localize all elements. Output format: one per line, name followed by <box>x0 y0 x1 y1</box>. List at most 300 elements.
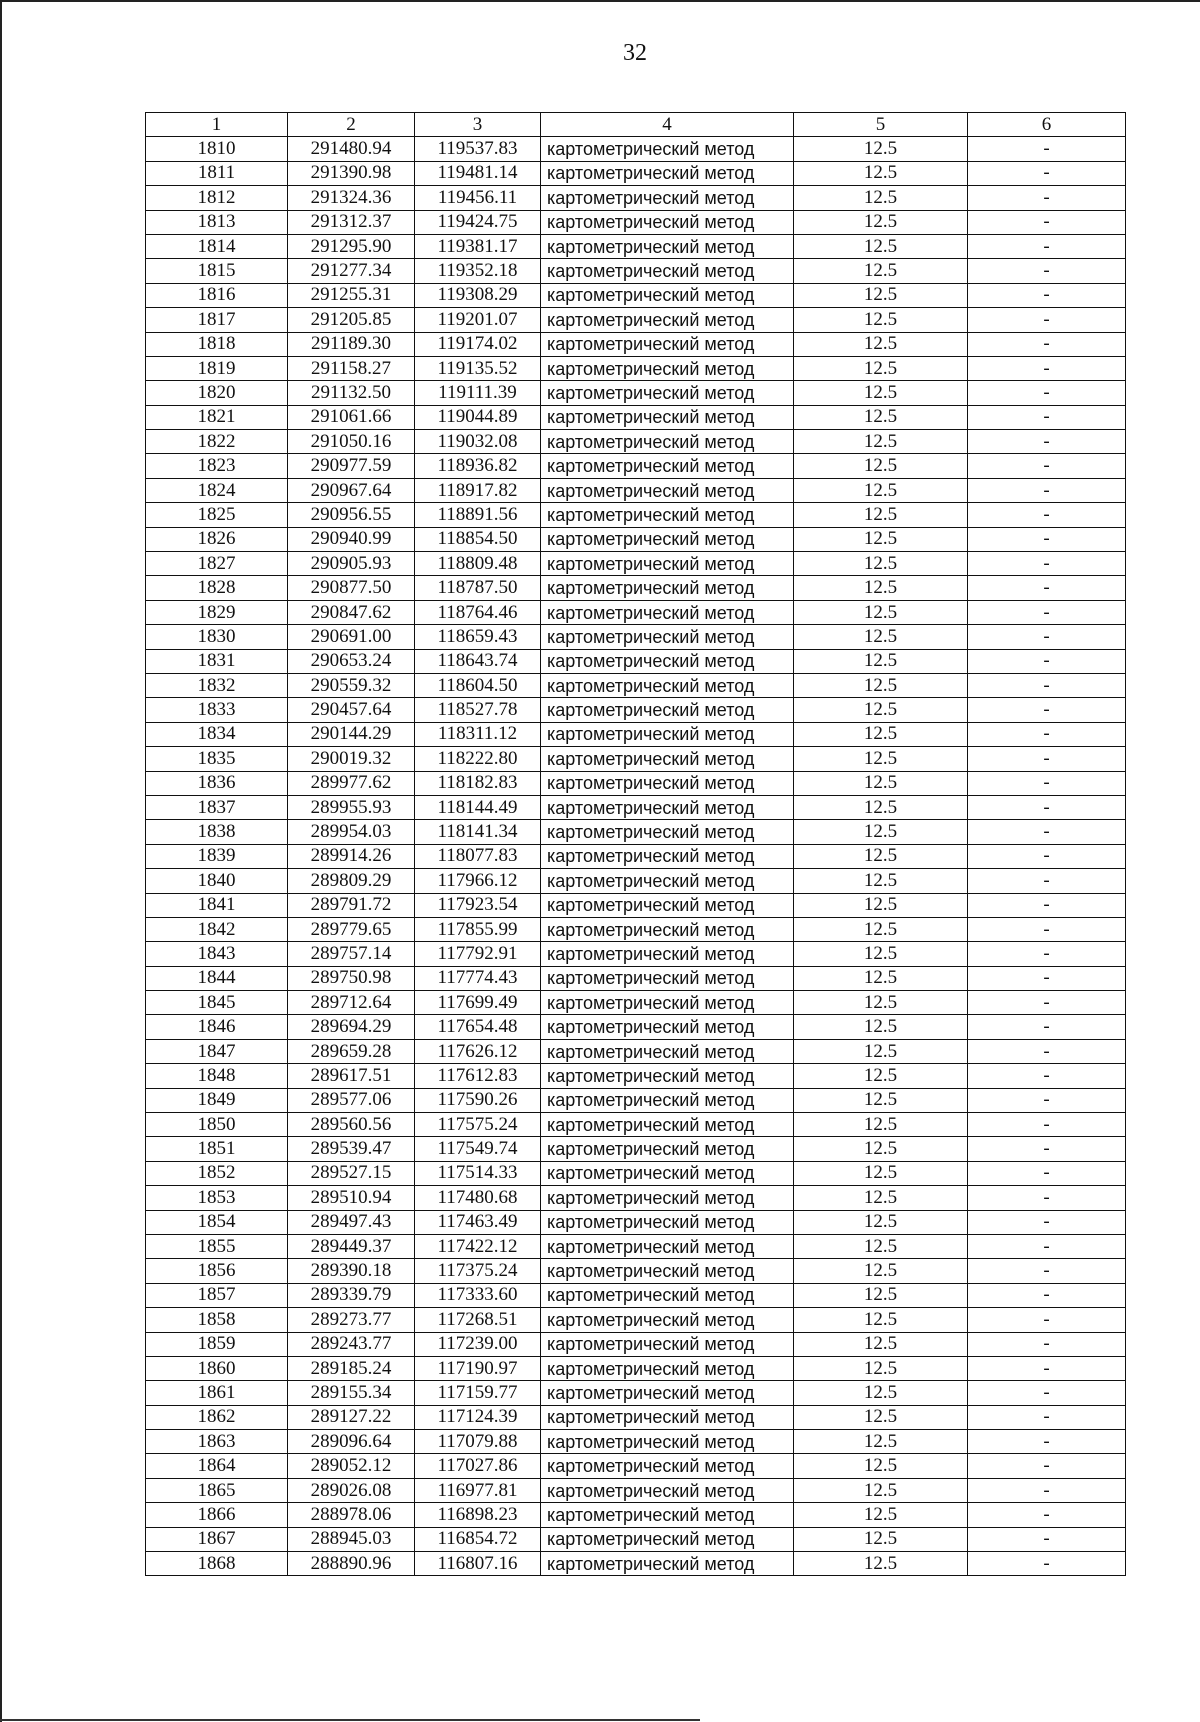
x-coordinate-cell: 289577.06 <box>288 1088 415 1112</box>
point-number-cell: 1860 <box>146 1356 288 1380</box>
note-cell: - <box>968 161 1126 185</box>
y-coordinate-cell: 117626.12 <box>415 1039 541 1063</box>
point-number-cell: 1863 <box>146 1430 288 1454</box>
method-cell: картометрический метод <box>541 649 794 673</box>
y-coordinate-cell: 117654.48 <box>415 1015 541 1039</box>
x-coordinate-cell: 289390.18 <box>288 1259 415 1283</box>
accuracy-cell: 12.5 <box>794 283 968 307</box>
note-cell: - <box>968 1527 1126 1551</box>
y-coordinate-cell: 118222.80 <box>415 747 541 771</box>
accuracy-cell: 12.5 <box>794 1454 968 1478</box>
point-number-cell: 1817 <box>146 308 288 332</box>
table-row <box>146 1015 1126 1039</box>
table-row <box>146 1332 1126 1356</box>
y-coordinate-cell: 118891.56 <box>415 503 541 527</box>
y-coordinate-cell: 119174.02 <box>415 332 541 356</box>
accuracy-cell: 12.5 <box>794 747 968 771</box>
table-row <box>146 478 1126 502</box>
note-cell: - <box>968 356 1126 380</box>
method-cell: картометрический метод <box>541 869 794 893</box>
x-coordinate-cell: 289955.93 <box>288 795 415 819</box>
note-cell: - <box>968 1039 1126 1063</box>
method-cell: картометрический метод <box>541 1210 794 1234</box>
method-cell: картометрический метод <box>541 1478 794 1502</box>
accuracy-cell: 12.5 <box>794 722 968 746</box>
y-coordinate-cell: 118604.50 <box>415 673 541 697</box>
point-number-cell: 1821 <box>146 405 288 429</box>
table-row <box>146 1503 1126 1527</box>
y-coordinate-cell: 117124.39 <box>415 1405 541 1429</box>
point-number-cell: 1868 <box>146 1552 288 1576</box>
accuracy-cell: 12.5 <box>794 1088 968 1112</box>
y-coordinate-cell: 116807.16 <box>415 1552 541 1576</box>
y-coordinate-cell: 119032.08 <box>415 430 541 454</box>
y-coordinate-cell: 118787.50 <box>415 576 541 600</box>
point-number-cell: 1828 <box>146 576 288 600</box>
x-coordinate-cell: 291277.34 <box>288 259 415 283</box>
y-coordinate-cell: 118141.34 <box>415 820 541 844</box>
note-cell: - <box>968 673 1126 697</box>
point-number-cell: 1848 <box>146 1064 288 1088</box>
y-coordinate-cell: 119456.11 <box>415 186 541 210</box>
x-coordinate-cell: 291050.16 <box>288 430 415 454</box>
point-number-cell: 1864 <box>146 1454 288 1478</box>
note-cell: - <box>968 1015 1126 1039</box>
y-coordinate-cell: 117480.68 <box>415 1186 541 1210</box>
y-coordinate-cell: 118659.43 <box>415 625 541 649</box>
table-row <box>146 893 1126 917</box>
accuracy-cell: 12.5 <box>794 1234 968 1258</box>
method-cell: картометрический метод <box>541 552 794 576</box>
x-coordinate-cell: 289617.51 <box>288 1064 415 1088</box>
table-row <box>146 186 1126 210</box>
accuracy-cell: 12.5 <box>794 1161 968 1185</box>
note-cell: - <box>968 1210 1126 1234</box>
point-number-cell: 1838 <box>146 820 288 844</box>
table-row <box>146 1478 1126 1502</box>
point-number-cell: 1814 <box>146 234 288 258</box>
x-coordinate-cell: 289954.03 <box>288 820 415 844</box>
y-coordinate-cell: 118917.82 <box>415 478 541 502</box>
x-coordinate-cell: 288978.06 <box>288 1503 415 1527</box>
y-coordinate-cell: 119111.39 <box>415 381 541 405</box>
table-row <box>146 1356 1126 1380</box>
method-cell: картометрический метод <box>541 332 794 356</box>
y-coordinate-cell: 117966.12 <box>415 869 541 893</box>
point-number-cell: 1839 <box>146 844 288 868</box>
y-coordinate-cell: 117612.83 <box>415 1064 541 1088</box>
point-number-cell: 1835 <box>146 747 288 771</box>
accuracy-cell: 12.5 <box>794 1064 968 1088</box>
table-row <box>146 1113 1126 1137</box>
x-coordinate-cell: 289497.43 <box>288 1210 415 1234</box>
point-number-cell: 1836 <box>146 771 288 795</box>
table-row <box>146 1210 1126 1234</box>
method-cell: картометрический метод <box>541 1552 794 1576</box>
accuracy-cell: 12.5 <box>794 210 968 234</box>
method-cell: картометрический метод <box>541 673 794 697</box>
accuracy-cell: 12.5 <box>794 1186 968 1210</box>
table-row <box>146 527 1126 551</box>
point-number-cell: 1852 <box>146 1161 288 1185</box>
y-coordinate-cell: 119537.83 <box>415 137 541 161</box>
table-row <box>146 820 1126 844</box>
table-row <box>146 1405 1126 1429</box>
x-coordinate-cell: 289712.64 <box>288 991 415 1015</box>
table-row <box>146 1283 1126 1307</box>
point-number-cell: 1834 <box>146 722 288 746</box>
x-coordinate-cell: 291255.31 <box>288 283 415 307</box>
note-cell: - <box>968 1454 1126 1478</box>
note-cell: - <box>968 747 1126 771</box>
note-cell: - <box>968 1381 1126 1405</box>
coordinates-table <box>145 112 1126 1576</box>
y-coordinate-cell: 119135.52 <box>415 356 541 380</box>
table-row <box>146 747 1126 771</box>
point-number-cell: 1812 <box>146 186 288 210</box>
method-cell: картометрический метод <box>541 430 794 454</box>
method-cell: картометрический метод <box>541 259 794 283</box>
note-cell: - <box>968 1161 1126 1185</box>
point-number-cell: 1859 <box>146 1332 288 1356</box>
y-coordinate-cell: 117463.49 <box>415 1210 541 1234</box>
x-coordinate-cell: 289185.24 <box>288 1356 415 1380</box>
x-coordinate-cell: 290956.55 <box>288 503 415 527</box>
table-row <box>146 1234 1126 1258</box>
point-number-cell: 1829 <box>146 600 288 624</box>
x-coordinate-cell: 289449.37 <box>288 1234 415 1258</box>
column-header: 5 <box>794 113 968 137</box>
method-cell: картометрический метод <box>541 1234 794 1258</box>
note-cell: - <box>968 1503 1126 1527</box>
note-cell: - <box>968 795 1126 819</box>
accuracy-cell: 12.5 <box>794 381 968 405</box>
y-coordinate-cell: 118077.83 <box>415 844 541 868</box>
x-coordinate-cell: 289510.94 <box>288 1186 415 1210</box>
accuracy-cell: 12.5 <box>794 1405 968 1429</box>
note-cell: - <box>968 527 1126 551</box>
table-row <box>146 210 1126 234</box>
y-coordinate-cell: 118182.83 <box>415 771 541 795</box>
page-border-left <box>0 0 2 1722</box>
point-number-cell: 1867 <box>146 1527 288 1551</box>
note-cell: - <box>968 454 1126 478</box>
point-number-cell: 1847 <box>146 1039 288 1063</box>
x-coordinate-cell: 289560.56 <box>288 1113 415 1137</box>
note-cell: - <box>968 625 1126 649</box>
y-coordinate-cell: 117268.51 <box>415 1308 541 1332</box>
y-coordinate-cell: 119308.29 <box>415 283 541 307</box>
point-number-cell: 1858 <box>146 1308 288 1332</box>
table-row <box>146 1064 1126 1088</box>
table-row <box>146 161 1126 185</box>
note-cell: - <box>968 649 1126 673</box>
y-coordinate-cell: 117549.74 <box>415 1137 541 1161</box>
table-row <box>146 576 1126 600</box>
method-cell: картометрический метод <box>541 137 794 161</box>
column-header: 4 <box>541 113 794 137</box>
note-cell: - <box>968 1430 1126 1454</box>
method-cell: картометрический метод <box>541 1405 794 1429</box>
method-cell: картометрический метод <box>541 1332 794 1356</box>
accuracy-cell: 12.5 <box>794 1039 968 1063</box>
note-cell: - <box>968 1308 1126 1332</box>
y-coordinate-cell: 117590.26 <box>415 1088 541 1112</box>
table-row <box>146 1088 1126 1112</box>
point-number-cell: 1837 <box>146 795 288 819</box>
x-coordinate-cell: 291312.37 <box>288 210 415 234</box>
accuracy-cell: 12.5 <box>794 869 968 893</box>
x-coordinate-cell: 289096.64 <box>288 1430 415 1454</box>
x-coordinate-cell: 289339.79 <box>288 1283 415 1307</box>
note-cell: - <box>968 1552 1126 1576</box>
table-row <box>146 869 1126 893</box>
accuracy-cell: 12.5 <box>794 844 968 868</box>
table-row <box>146 942 1126 966</box>
table-row <box>146 1137 1126 1161</box>
x-coordinate-cell: 291158.27 <box>288 356 415 380</box>
point-number-cell: 1856 <box>146 1259 288 1283</box>
method-cell: картометрический метод <box>541 771 794 795</box>
note-cell: - <box>968 1088 1126 1112</box>
table-row <box>146 430 1126 454</box>
note-cell: - <box>968 1356 1126 1380</box>
point-number-cell: 1854 <box>146 1210 288 1234</box>
method-cell: картометрический метод <box>541 698 794 722</box>
y-coordinate-cell: 117855.99 <box>415 917 541 941</box>
point-number-cell: 1832 <box>146 673 288 697</box>
accuracy-cell: 12.5 <box>794 503 968 527</box>
table-row <box>146 1259 1126 1283</box>
x-coordinate-cell: 289273.77 <box>288 1308 415 1332</box>
method-cell: картометрический метод <box>541 478 794 502</box>
method-cell: картометрический метод <box>541 1503 794 1527</box>
y-coordinate-cell: 118643.74 <box>415 649 541 673</box>
y-coordinate-cell: 117514.33 <box>415 1161 541 1185</box>
method-cell: картометрический метод <box>541 747 794 771</box>
table-row <box>146 722 1126 746</box>
x-coordinate-cell: 289052.12 <box>288 1454 415 1478</box>
accuracy-cell: 12.5 <box>794 259 968 283</box>
table-row <box>146 1308 1126 1332</box>
accuracy-cell: 12.5 <box>794 917 968 941</box>
x-coordinate-cell: 290144.29 <box>288 722 415 746</box>
x-coordinate-cell: 289791.72 <box>288 893 415 917</box>
note-cell: - <box>968 186 1126 210</box>
method-cell: картометрический метод <box>541 405 794 429</box>
table-row <box>146 991 1126 1015</box>
accuracy-cell: 12.5 <box>794 137 968 161</box>
method-cell: картометрический метод <box>541 1161 794 1185</box>
table-row <box>146 308 1126 332</box>
x-coordinate-cell: 289527.15 <box>288 1161 415 1185</box>
x-coordinate-cell: 291189.30 <box>288 332 415 356</box>
table-row <box>146 600 1126 624</box>
y-coordinate-cell: 117923.54 <box>415 893 541 917</box>
note-cell: - <box>968 966 1126 990</box>
x-coordinate-cell: 291390.98 <box>288 161 415 185</box>
point-number-cell: 1831 <box>146 649 288 673</box>
point-number-cell: 1827 <box>146 552 288 576</box>
accuracy-cell: 12.5 <box>794 1381 968 1405</box>
y-coordinate-cell: 117079.88 <box>415 1430 541 1454</box>
accuracy-cell: 12.5 <box>794 1308 968 1332</box>
method-cell: картометрический метод <box>541 1186 794 1210</box>
column-header: 6 <box>968 113 1126 137</box>
method-cell: картометрический метод <box>541 1283 794 1307</box>
method-cell: картометрический метод <box>541 600 794 624</box>
y-coordinate-cell: 118144.49 <box>415 795 541 819</box>
x-coordinate-cell: 290653.24 <box>288 649 415 673</box>
point-number-cell: 1845 <box>146 991 288 1015</box>
note-cell: - <box>968 844 1126 868</box>
y-coordinate-cell: 117575.24 <box>415 1113 541 1137</box>
point-number-cell: 1815 <box>146 259 288 283</box>
point-number-cell: 1850 <box>146 1113 288 1137</box>
table-row <box>146 1381 1126 1405</box>
table-row <box>146 503 1126 527</box>
accuracy-cell: 12.5 <box>794 1137 968 1161</box>
point-number-cell: 1851 <box>146 1137 288 1161</box>
table-row <box>146 698 1126 722</box>
point-number-cell: 1866 <box>146 1503 288 1527</box>
method-cell: картометрический метод <box>541 844 794 868</box>
table-row <box>146 673 1126 697</box>
note-cell: - <box>968 283 1126 307</box>
table-row <box>146 1186 1126 1210</box>
accuracy-cell: 12.5 <box>794 552 968 576</box>
point-number-cell: 1865 <box>146 1478 288 1502</box>
point-number-cell: 1862 <box>146 1405 288 1429</box>
method-cell: картометрический метод <box>541 381 794 405</box>
method-cell: картометрический метод <box>541 966 794 990</box>
table-row <box>146 552 1126 576</box>
method-cell: картометрический метод <box>541 186 794 210</box>
accuracy-cell: 12.5 <box>794 698 968 722</box>
method-cell: картометрический метод <box>541 1137 794 1161</box>
point-number-cell: 1811 <box>146 161 288 185</box>
point-number-cell: 1843 <box>146 942 288 966</box>
method-cell: картометрический метод <box>541 1308 794 1332</box>
point-number-cell: 1822 <box>146 430 288 454</box>
note-cell: - <box>968 1234 1126 1258</box>
x-coordinate-cell: 289155.34 <box>288 1381 415 1405</box>
accuracy-cell: 12.5 <box>794 1503 968 1527</box>
method-cell: картометрический метод <box>541 356 794 380</box>
y-coordinate-cell: 118764.46 <box>415 600 541 624</box>
note-cell: - <box>968 478 1126 502</box>
method-cell: картометрический метод <box>541 1527 794 1551</box>
point-number-cell: 1842 <box>146 917 288 941</box>
y-coordinate-cell: 117774.43 <box>415 966 541 990</box>
table-body <box>146 137 1126 1576</box>
table-row <box>146 1430 1126 1454</box>
method-cell: картометрический метод <box>541 1430 794 1454</box>
point-number-cell: 1855 <box>146 1234 288 1258</box>
point-number-cell: 1846 <box>146 1015 288 1039</box>
accuracy-cell: 12.5 <box>794 795 968 819</box>
method-cell: картометрический метод <box>541 795 794 819</box>
y-coordinate-cell: 118311.12 <box>415 722 541 746</box>
table-row <box>146 1552 1126 1576</box>
y-coordinate-cell: 117239.00 <box>415 1332 541 1356</box>
point-number-cell: 1849 <box>146 1088 288 1112</box>
point-number-cell: 1830 <box>146 625 288 649</box>
x-coordinate-cell: 290940.99 <box>288 527 415 551</box>
method-cell: картометрический метод <box>541 576 794 600</box>
accuracy-cell: 12.5 <box>794 1259 968 1283</box>
note-cell: - <box>968 308 1126 332</box>
point-number-cell: 1826 <box>146 527 288 551</box>
table-row <box>146 356 1126 380</box>
x-coordinate-cell: 290691.00 <box>288 625 415 649</box>
note-cell: - <box>968 576 1126 600</box>
note-cell: - <box>968 503 1126 527</box>
y-coordinate-cell: 118809.48 <box>415 552 541 576</box>
note-cell: - <box>968 405 1126 429</box>
table-row <box>146 1039 1126 1063</box>
point-number-cell: 1819 <box>146 356 288 380</box>
accuracy-cell: 12.5 <box>794 161 968 185</box>
table-row <box>146 137 1126 161</box>
table-row <box>146 1454 1126 1478</box>
accuracy-cell: 12.5 <box>794 820 968 844</box>
accuracy-cell: 12.5 <box>794 1283 968 1307</box>
note-cell: - <box>968 600 1126 624</box>
y-coordinate-cell: 116977.81 <box>415 1478 541 1502</box>
accuracy-cell: 12.5 <box>794 1527 968 1551</box>
method-cell: картометрический метод <box>541 893 794 917</box>
method-cell: картометрический метод <box>541 234 794 258</box>
table-row <box>146 405 1126 429</box>
accuracy-cell: 12.5 <box>794 576 968 600</box>
accuracy-cell: 12.5 <box>794 1113 968 1137</box>
accuracy-cell: 12.5 <box>794 1332 968 1356</box>
table-row <box>146 454 1126 478</box>
point-number-cell: 1823 <box>146 454 288 478</box>
accuracy-cell: 12.5 <box>794 234 968 258</box>
accuracy-cell: 12.5 <box>794 527 968 551</box>
y-coordinate-cell: 117190.97 <box>415 1356 541 1380</box>
note-cell: - <box>968 942 1126 966</box>
accuracy-cell: 12.5 <box>794 942 968 966</box>
accuracy-cell: 12.5 <box>794 186 968 210</box>
accuracy-cell: 12.5 <box>794 308 968 332</box>
method-cell: картометрический метод <box>541 991 794 1015</box>
note-cell: - <box>968 869 1126 893</box>
x-coordinate-cell: 291132.50 <box>288 381 415 405</box>
y-coordinate-cell: 117027.86 <box>415 1454 541 1478</box>
method-cell: картометрический метод <box>541 1113 794 1137</box>
x-coordinate-cell: 289757.14 <box>288 942 415 966</box>
accuracy-cell: 12.5 <box>794 600 968 624</box>
x-coordinate-cell: 290457.64 <box>288 698 415 722</box>
method-cell: картометрический метод <box>541 161 794 185</box>
note-cell: - <box>968 991 1126 1015</box>
method-cell: картометрический метод <box>541 210 794 234</box>
y-coordinate-cell: 116854.72 <box>415 1527 541 1551</box>
method-cell: картометрический метод <box>541 1064 794 1088</box>
table-row <box>146 1161 1126 1185</box>
x-coordinate-cell: 289026.08 <box>288 1478 415 1502</box>
x-coordinate-cell: 290977.59 <box>288 454 415 478</box>
accuracy-cell: 12.5 <box>794 1430 968 1454</box>
page-border-bottom <box>0 1719 700 1721</box>
x-coordinate-cell: 289694.29 <box>288 1015 415 1039</box>
method-cell: картометрический метод <box>541 1088 794 1112</box>
x-coordinate-cell: 289127.22 <box>288 1405 415 1429</box>
accuracy-cell: 12.5 <box>794 478 968 502</box>
